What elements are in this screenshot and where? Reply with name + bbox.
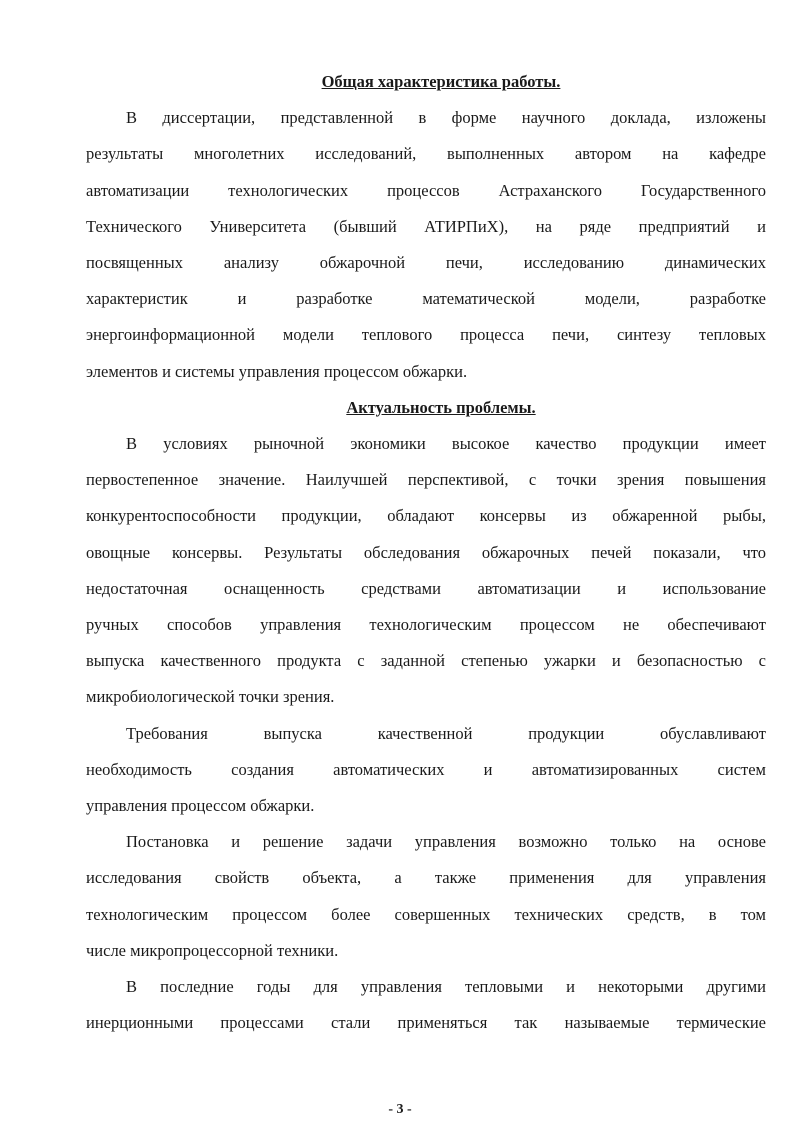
text-line: В условиях рыночной экономики высокое качество продукции имеет [126,434,766,454]
text-line: Постановка и решение задачи управления возможно только на основе [126,832,766,852]
text-line: ручных способов управления технологическим процессом не обеспечивают [86,615,766,635]
section-heading-relevance: Актуальность проблемы. [346,397,536,417]
paragraph-relevance-4 [86,969,766,1041]
text-line: недостаточная оснащенность средствами автоматизации и использование [86,578,766,598]
text-line: В диссертации, представленной в форме научного доклада, изложены [126,108,766,128]
text-line: микробиологической точки зрения. [86,687,335,707]
text-line: исследования свойств объекта, а также применения для управления [86,868,766,888]
text-line: Требования выпуска качественной продукции обуславливают [126,723,766,743]
text-line: необходимость создания автоматических и автоматизированных систем [86,759,766,779]
text-line: числе микропроцессорной техники. [86,940,339,960]
text-line: результаты многолетних исследований, выполненных автором на кафедре [86,144,766,164]
text-line: технологическим процессом более совершенных технических средств, в том [86,904,766,924]
text-line: инерционными процессами стали применяться так называемые термические [86,1013,766,1033]
text-line: овощные консервы. Результаты обследования обжарочных печей показали, что [86,542,766,562]
text-line: посвященных анализу обжарочной печи, исследованию динамических [86,253,766,273]
text-line: выпуска качественного продукта с заданной степенью ужарки и безопасностью с [86,651,766,671]
text-line: конкурентоспособности продукции, обладают консервы из обжаренной рыбы, [86,506,766,526]
document-body [86,64,766,1041]
text-line: автоматизации технологических процессов Астраханского Государственного [86,180,766,200]
paragraph-general [86,100,766,390]
paragraph-relevance-2 [86,716,766,825]
paragraph-relevance-3 [86,824,766,969]
text-line: энергоинформационной модели теплового процесса печи, синтезу тепловых [86,325,766,345]
page-number: - 3 - [388,1102,412,1117]
text-line: элементов и системы управления процессом обжарки. [86,361,468,381]
text-line: первостепенное значение. Наилучшей перспективой, с точки зрения повышения [86,470,766,490]
text-line: В последние годы для управления тепловыми и некоторыми другими [126,977,766,997]
section-heading-general: Общая характеристика работы. [321,72,561,91]
text-line: характеристик и разработке математической модели, разработке [86,289,766,309]
text-line: Технического Университета (бывший АТИРПиХ), на ряде предприятий и [86,216,766,236]
text-line: управления процессом обжарки. [86,796,315,816]
paragraph-relevance-1 [86,426,766,716]
